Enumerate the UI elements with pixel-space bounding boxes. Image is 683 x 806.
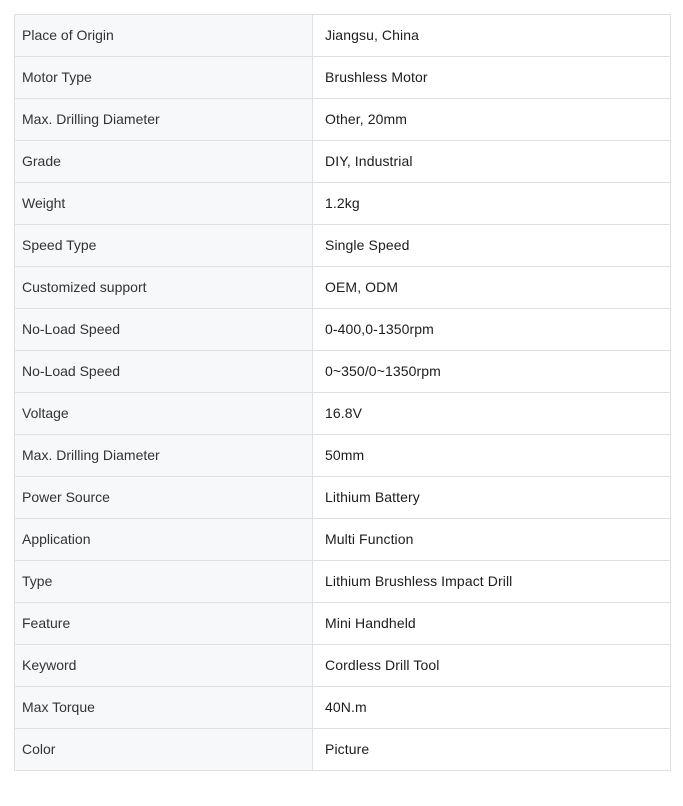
attribute-label: Speed Type [15, 225, 313, 267]
attribute-label: Type [15, 561, 313, 603]
attribute-label: Voltage [15, 393, 313, 435]
attribute-label: Motor Type [15, 57, 313, 99]
attribute-value: Other, 20mm [313, 99, 671, 141]
attribute-value: Jiangsu, China [313, 15, 671, 57]
table-row [15, 57, 671, 99]
attribute-value: Lithium Brushless Impact Drill [313, 561, 671, 603]
attribute-value: Brushless Motor [313, 57, 671, 99]
attribute-value: Multi Function [313, 519, 671, 561]
table-row [15, 15, 671, 57]
table-row [15, 267, 671, 309]
table-row [15, 309, 671, 351]
attribute-value: Lithium Battery [313, 477, 671, 519]
table-row [15, 687, 671, 729]
attribute-value: 0-400,0-1350rpm [313, 309, 671, 351]
table-row [15, 603, 671, 645]
attribute-value: Single Speed [313, 225, 671, 267]
attribute-value: Picture [313, 729, 671, 771]
table-row [15, 519, 671, 561]
attribute-label: Power Source [15, 477, 313, 519]
table-row [15, 435, 671, 477]
table-row [15, 99, 671, 141]
attribute-value: OEM, ODM [313, 267, 671, 309]
attribute-label: Color [15, 729, 313, 771]
table-row [15, 729, 671, 771]
table-row [15, 393, 671, 435]
table-row [15, 141, 671, 183]
attribute-value: 0~350/0~1350rpm [313, 351, 671, 393]
attribute-label: Keyword [15, 645, 313, 687]
attribute-value: Mini Handheld [313, 603, 671, 645]
attribute-value: 50mm [313, 435, 671, 477]
attribute-value: 16.8V [313, 393, 671, 435]
table-row [15, 351, 671, 393]
attribute-value: Cordless Drill Tool [313, 645, 671, 687]
attribute-value: 40N.m [313, 687, 671, 729]
table-row [15, 183, 671, 225]
product-attributes-table [14, 14, 671, 771]
attribute-label: No-Load Speed [15, 351, 313, 393]
attribute-label: Max. Drilling Diameter [15, 435, 313, 477]
attribute-label: No-Load Speed [15, 309, 313, 351]
attribute-label: Feature [15, 603, 313, 645]
attribute-label: Max. Drilling Diameter [15, 99, 313, 141]
attribute-label: Weight [15, 183, 313, 225]
attribute-label: Grade [15, 141, 313, 183]
table-row [15, 225, 671, 267]
table-row [15, 477, 671, 519]
attribute-label: Customized support [15, 267, 313, 309]
attribute-label: Application [15, 519, 313, 561]
attribute-label: Place of Origin [15, 15, 313, 57]
attribute-value: DIY, Industrial [313, 141, 671, 183]
attribute-value: 1.2kg [313, 183, 671, 225]
attribute-label: Max Torque [15, 687, 313, 729]
table-row [15, 561, 671, 603]
table-row [15, 645, 671, 687]
